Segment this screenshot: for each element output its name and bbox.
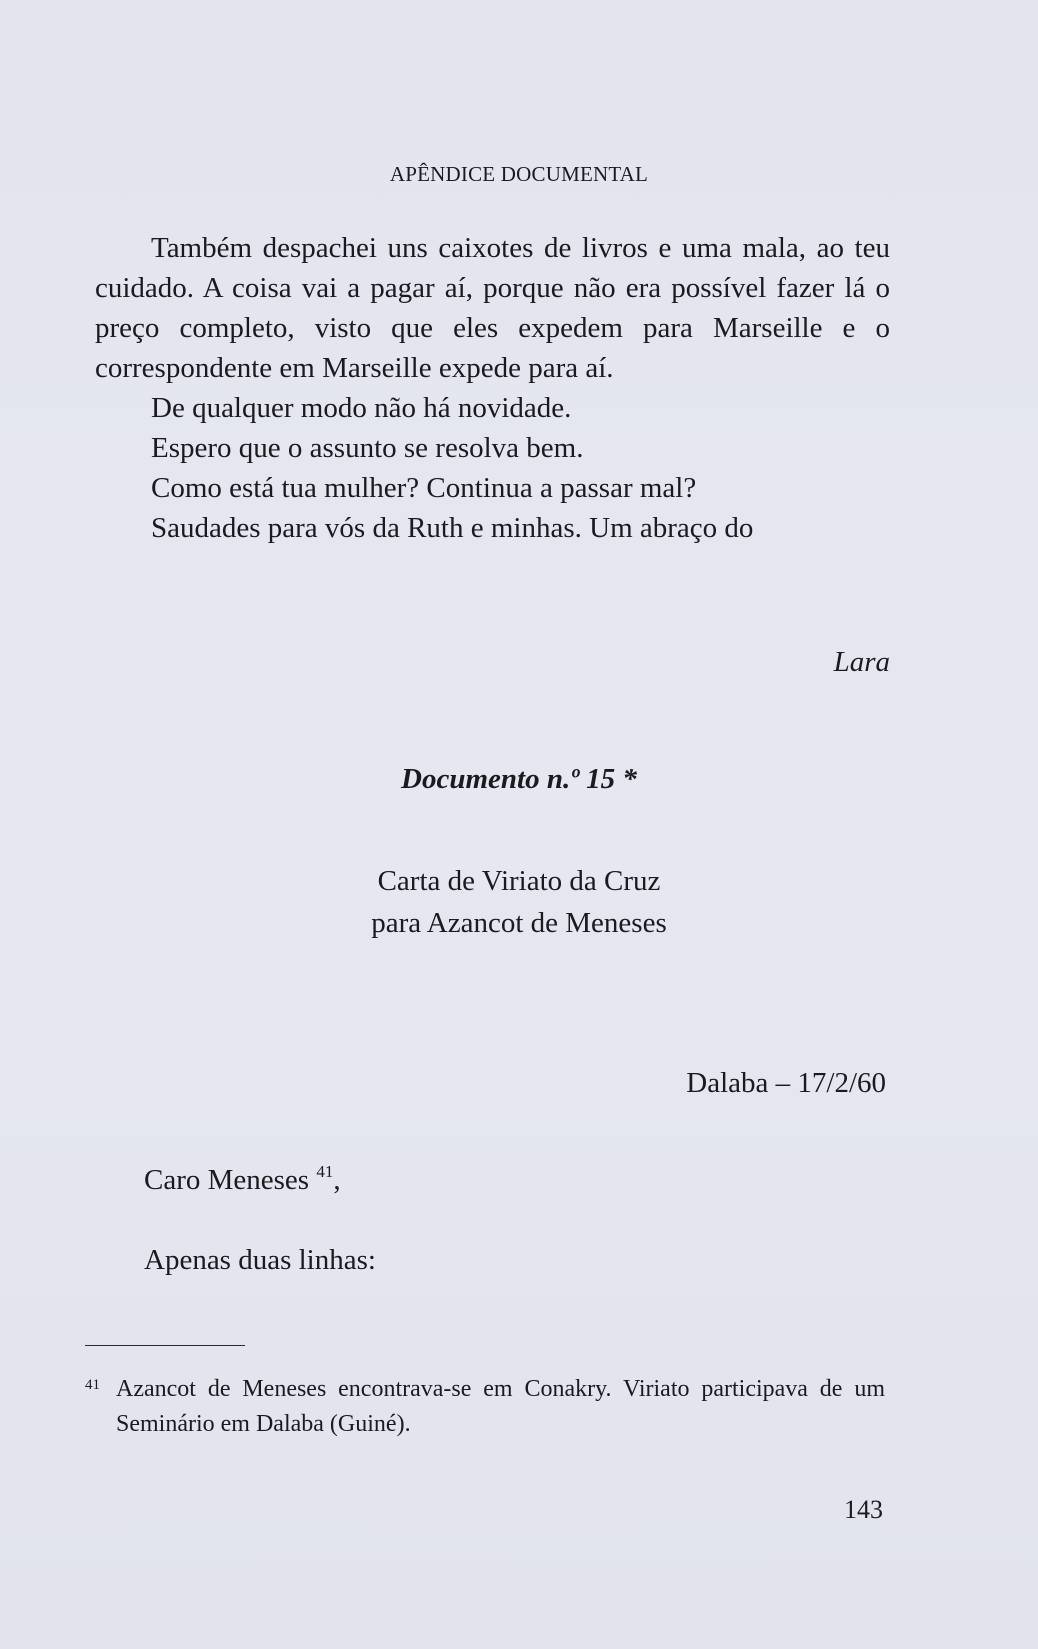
- letter-line: De qualquer modo não há novidade.: [151, 392, 572, 424]
- signature: Lara: [833, 646, 890, 678]
- page-number: 143: [844, 1495, 883, 1524]
- footnote-number: 41: [85, 1377, 100, 1393]
- dateline: Dalaba – 17/2/60: [686, 1067, 886, 1099]
- letter-paragraph: Também despachei uns caixotes de livros e uma mala, ao teu cuidado. A coisa vai a pagar aí, porque não era possível fazer lá o preço completo, visto que eles expedem para Marseille e o correspondente em Marseille expede para aí.: [95, 232, 890, 384]
- salutation-text: Caro Meneses: [144, 1164, 310, 1196]
- running-head: APÊNDICE DOCUMENTAL: [389, 162, 649, 186]
- letter-line: Espero que o assunto se resolva bem.: [151, 432, 584, 464]
- footnote-text: Azancot de Meneses encontrava-se em Conakry. Viriato participava de um Seminário em Dalaba (Guiné).: [116, 1376, 885, 1437]
- subtitle-line: Carta de Viriato da Cruz: [377, 865, 661, 897]
- footnote: [85, 1372, 885, 1442]
- footnote-divider: [85, 1345, 245, 1346]
- letter-line: Como está tua mulher? Continua a passar mal?: [151, 472, 697, 504]
- document-title: Documento n.º 15 *: [401, 763, 637, 795]
- salutation-punctuation: ,: [333, 1164, 341, 1196]
- salutation: [144, 1162, 341, 1197]
- opening-line: Apenas duas linhas:: [144, 1244, 376, 1276]
- footnote-reference: 41: [316, 1162, 334, 1181]
- letter-line: Saudades para vós da Ruth e minhas. Um abraço do: [151, 512, 754, 544]
- subtitle-line: para Azancot de Meneses: [371, 907, 667, 939]
- document-subtitle: [0, 860, 1038, 944]
- letter-body: [95, 228, 890, 548]
